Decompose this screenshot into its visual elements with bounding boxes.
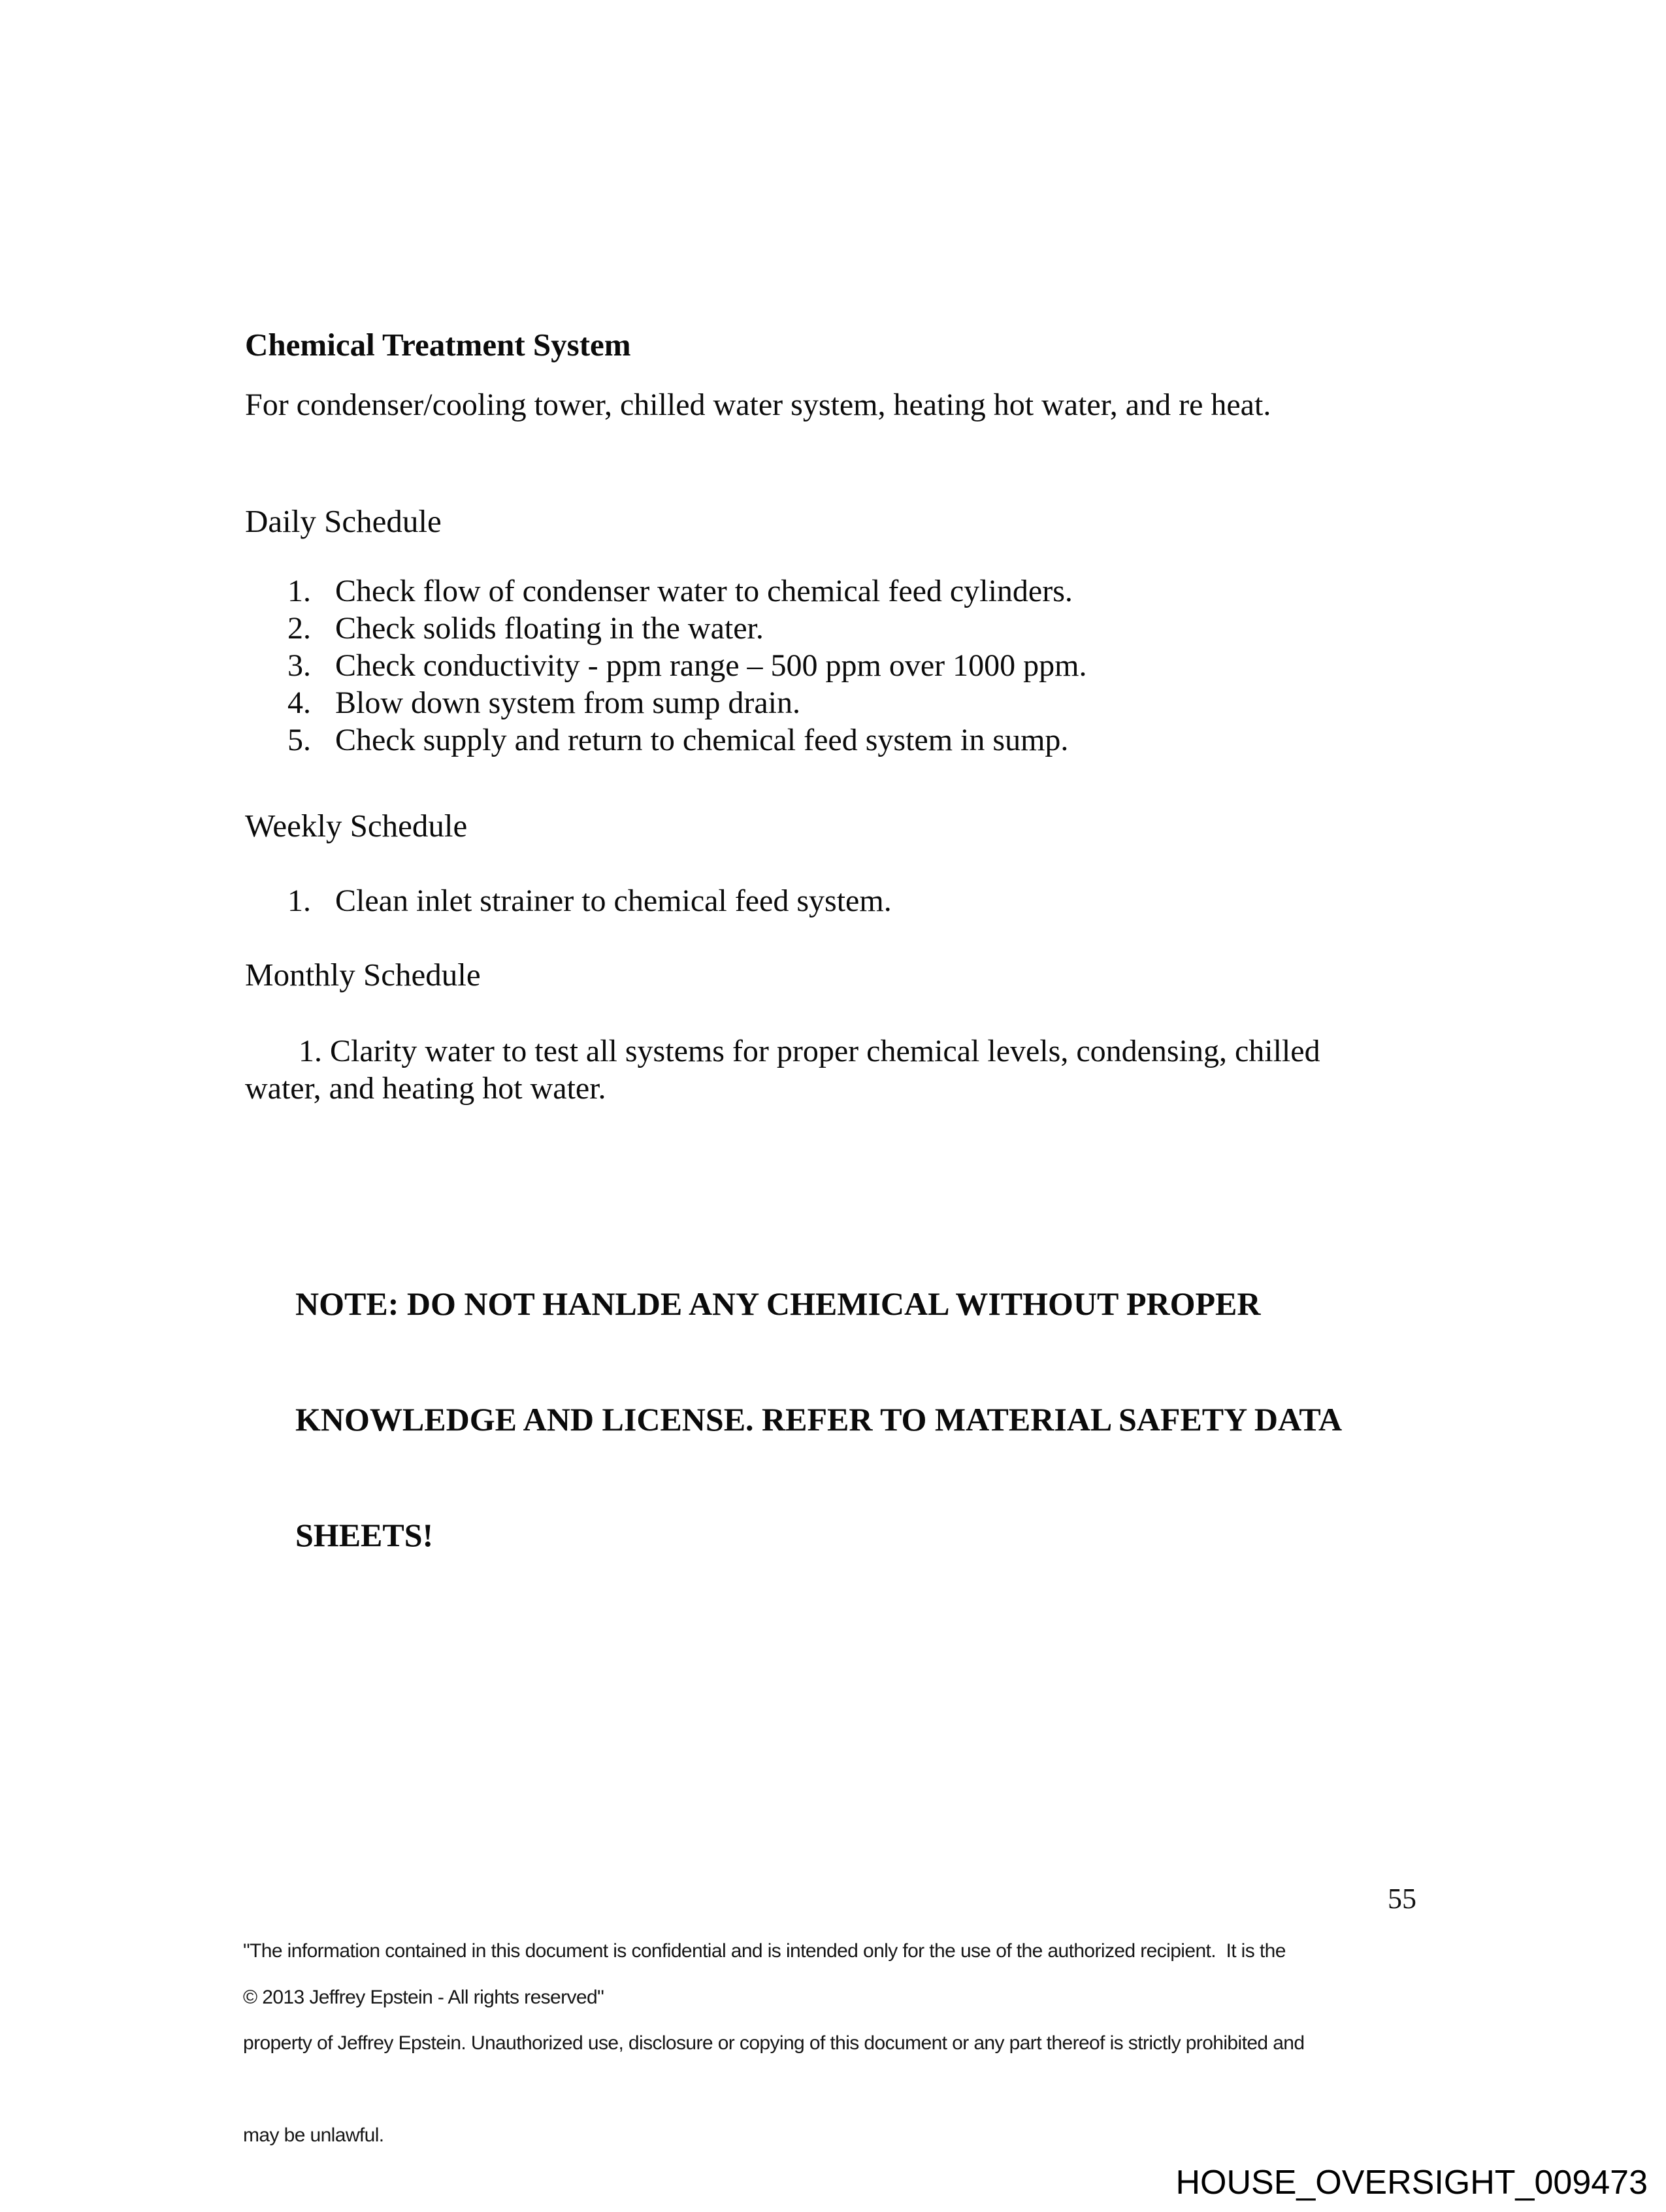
disclaimer-line-2: property of Jeffrey Epstein. Unauthorized use, disclosure or copying of this document or any part thereof is strictly prohibited and [243, 2032, 1305, 2054]
monthly-item-paragraph [245, 1032, 1320, 1107]
daily-schedule-heading: Daily Schedule [245, 503, 442, 539]
monthly-item-line-2: water, and heating hot water. [245, 1071, 606, 1106]
list-number: 2. [287, 611, 311, 646]
list-text: Check solids floating in the water. [335, 611, 764, 646]
disclaimer-line-3: may be unlawful. [243, 2124, 384, 2146]
note-line-3: SHEETS! [295, 1517, 434, 1553]
daily-item-3 [287, 647, 1086, 684]
page-title: Chemical Treatment System [245, 327, 631, 363]
weekly-item-1 [287, 882, 892, 919]
footer-disclaimer [243, 1874, 1304, 2212]
daily-item-4 [287, 684, 1086, 721]
list-text: Blow down system from sump drain. [335, 685, 800, 720]
list-text: Check conductivity - ppm range – 500 ppm over 1000 ppm. [335, 648, 1087, 683]
note-line-2: KNOWLEDGE AND LICENSE. REFER TO MATERIAL SAFETY DATA [295, 1401, 1343, 1438]
list-number: 5. [287, 723, 311, 757]
intro-paragraph: For condenser/cooling tower, chilled water system, heating hot water, and re heat. [245, 388, 1271, 422]
list-number: 1. [287, 883, 311, 918]
monthly-schedule-heading: Monthly Schedule [245, 957, 481, 993]
weekly-schedule-heading: Weekly Schedule [245, 808, 468, 844]
note-line-1: NOTE: DO NOT HANLDE ANY CHEMICAL WITHOUT PROPER [295, 1285, 1261, 1322]
weekly-schedule-list [287, 882, 892, 919]
bates-number: HOUSE_OVERSIGHT_009473 [1175, 2164, 1648, 2202]
list-text: Check flow of condenser water to chemical feed cylinders. [335, 574, 1073, 608]
daily-item-1 [287, 572, 1086, 610]
page-number: 55 [1388, 1883, 1416, 1915]
list-number: 3. [287, 648, 311, 683]
monthly-item-line-1: 1. Clarity water to test all systems for proper chemical levels, condensing, chilled [299, 1034, 1320, 1068]
daily-schedule-list [287, 572, 1086, 759]
list-number: 1. [287, 574, 311, 608]
daily-item-5 [287, 721, 1086, 759]
note-block [295, 1208, 1393, 1632]
list-number: 4. [287, 685, 311, 720]
list-text: Check supply and return to chemical feed system in sump. [335, 723, 1069, 757]
disclaimer-line-1: "The information contained in this document is confidential and is intended only for the use of the authorized recipient. It is the [243, 1940, 1286, 1962]
list-text: Clean inlet strainer to chemical feed system. [335, 883, 892, 918]
daily-item-2 [287, 610, 1086, 647]
copyright-line: © 2013 Jeffrey Epstein - All rights reserved" [243, 1987, 604, 2008]
